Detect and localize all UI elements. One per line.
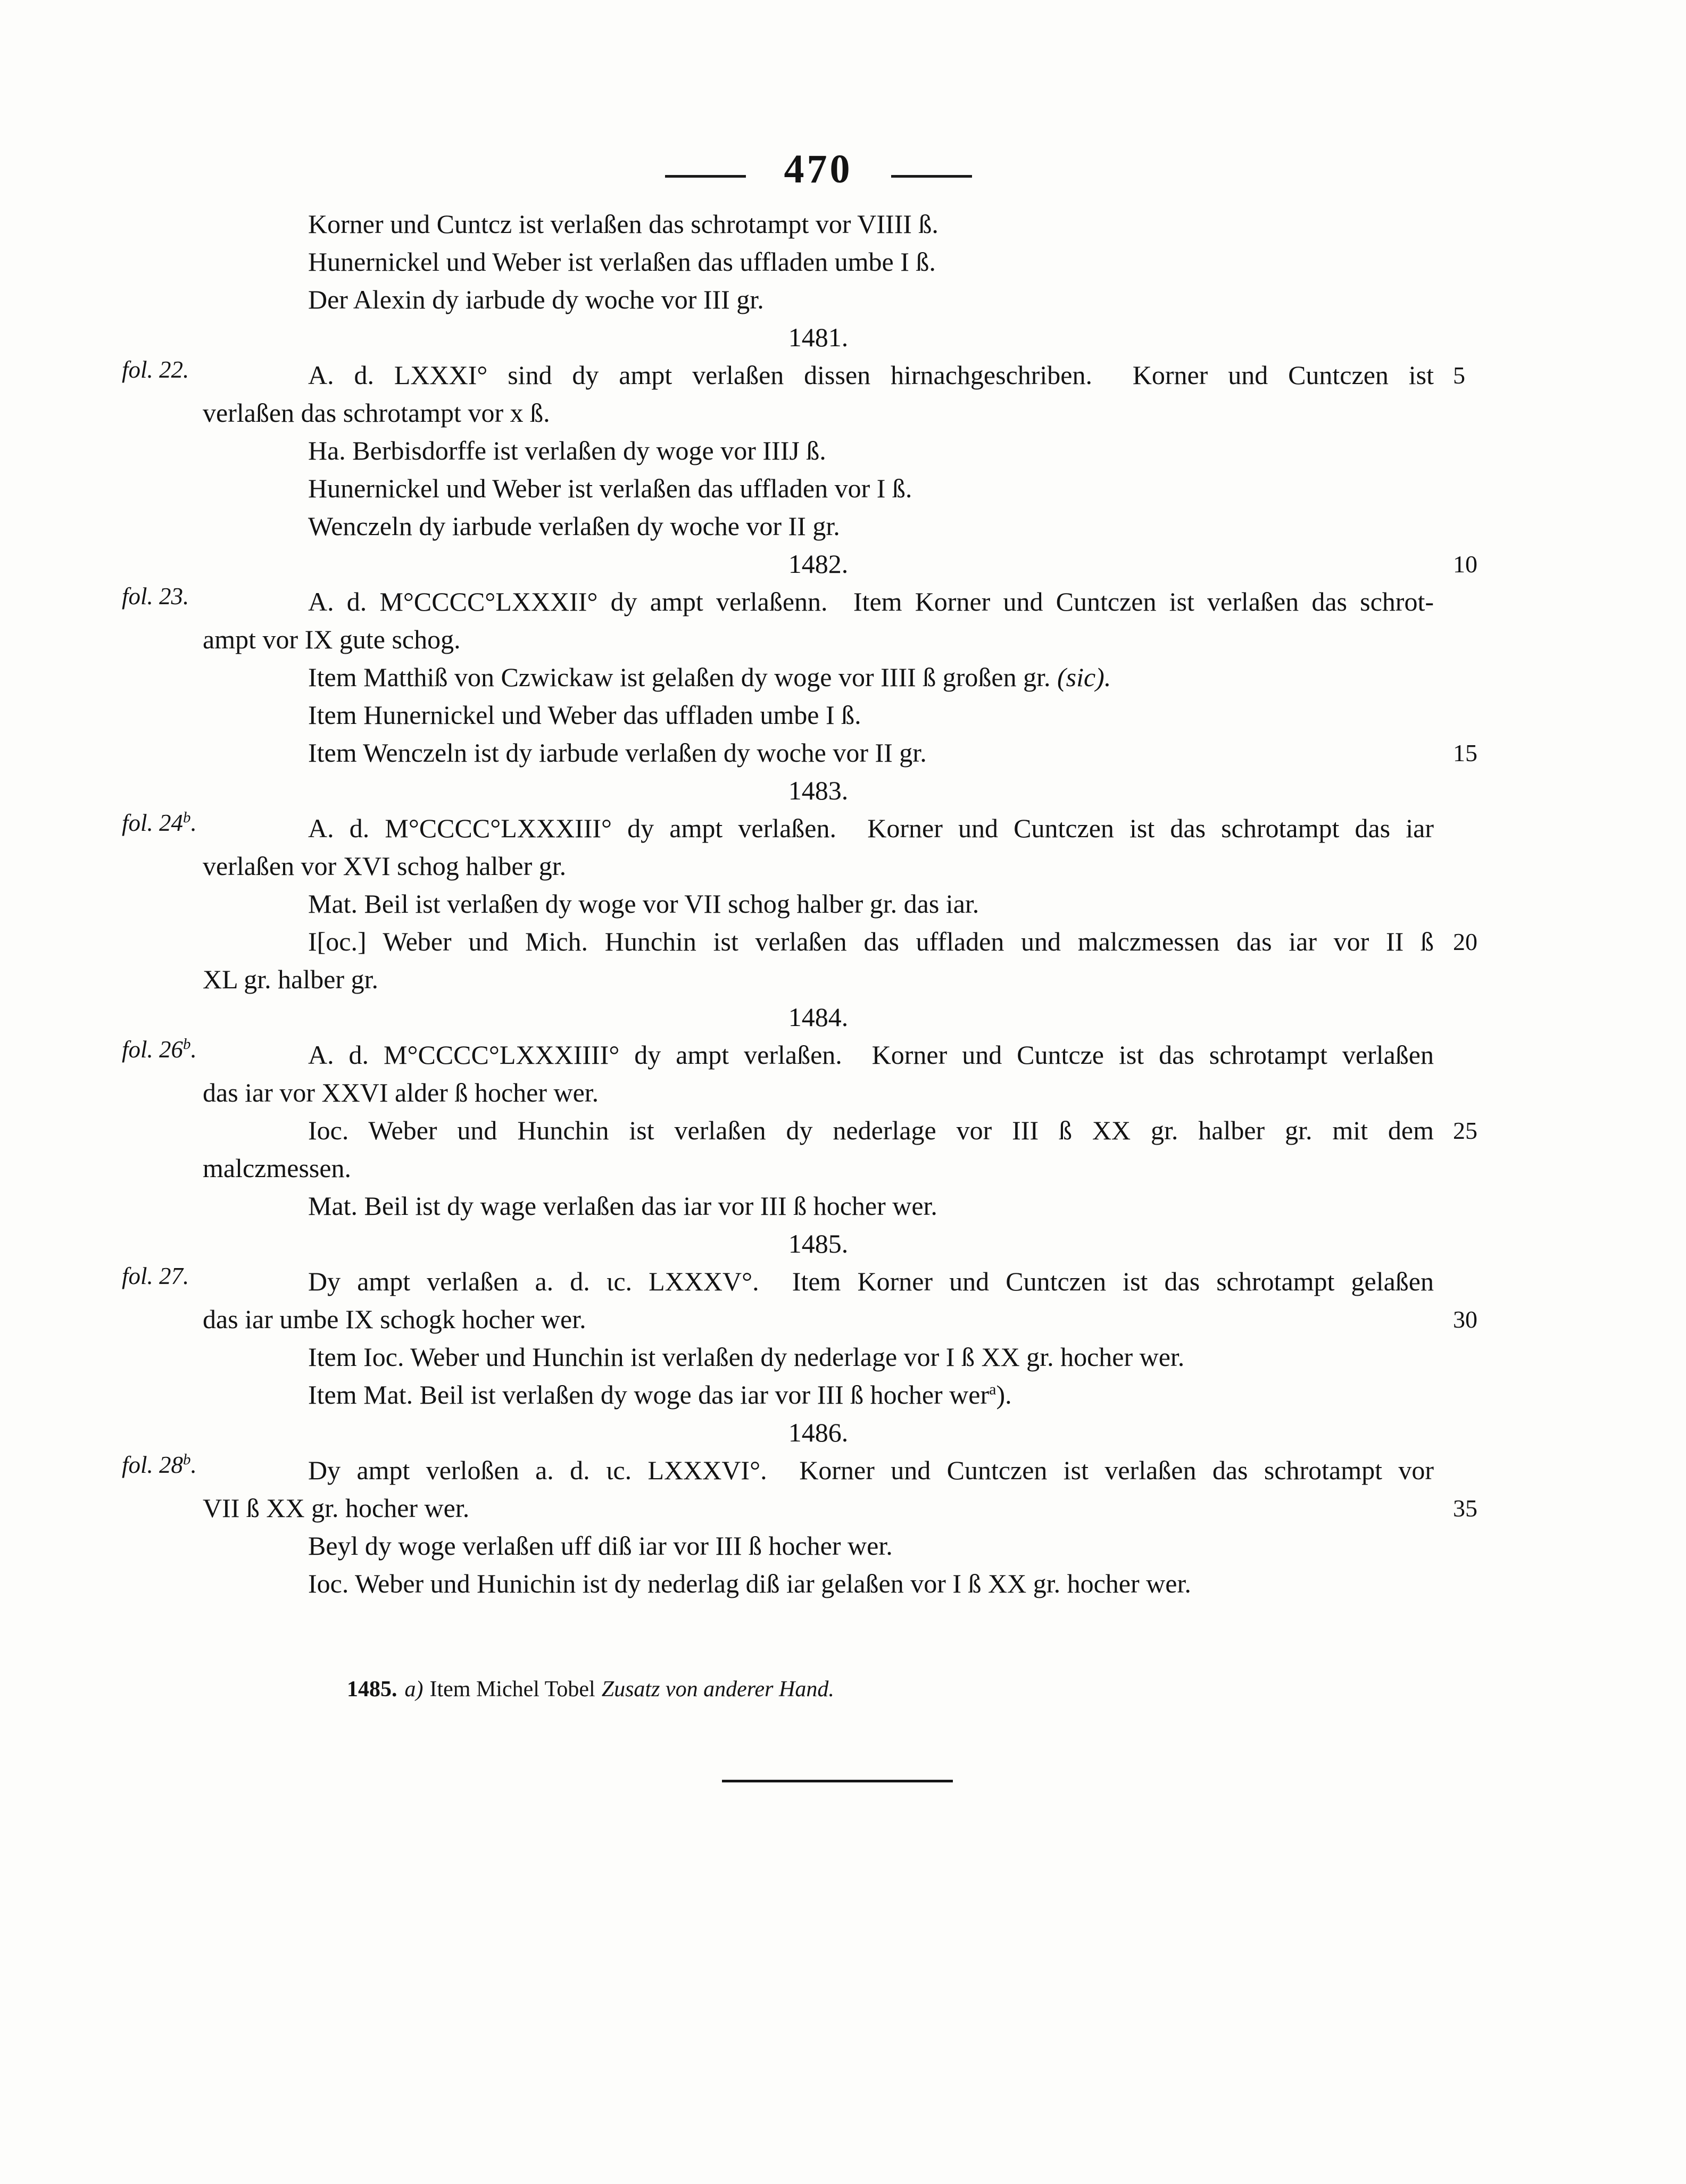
line-text: das iar vor XXVI alder ß hocher wer. [203, 1078, 599, 1107]
line-text: Hunernickel und Weber ist verlaßen das uffladen umbe I ß. [308, 247, 936, 277]
year-heading [203, 998, 1434, 1036]
line-number: 5 [1453, 362, 1465, 389]
text-line [203, 1527, 1434, 1565]
page-number: 470 [784, 147, 853, 191]
folio-superscript: b [183, 1036, 191, 1053]
line-text: das iar umbe IX schogk hocher wer. [203, 1304, 586, 1334]
folio-text: fol. 22. [122, 356, 189, 383]
footnote-letter: a) [404, 1677, 423, 1702]
line-text: Mat. Beil ist verlaßen dy woge vor VII schog halber gr. das iar. [308, 889, 979, 919]
folio-label [122, 585, 189, 608]
text-line [203, 961, 1434, 998]
line-text: verlaßen vor XVI schog halber gr. [203, 851, 567, 881]
footnote-marker: a [989, 1380, 996, 1398]
folio-text: fol. 23. [122, 583, 189, 610]
line-text: malczmessen. [203, 1153, 352, 1183]
text-line [203, 1338, 1434, 1376]
line-number: 15 [1453, 739, 1477, 766]
text-line [122, 1036, 1434, 1074]
folio-label [122, 1453, 197, 1477]
folio-label [122, 811, 197, 835]
text-line [122, 583, 1434, 621]
year-text: 1483. [788, 776, 849, 805]
footnote-note: Zusatz von anderer Hand. [601, 1677, 834, 1702]
year-heading [203, 1225, 1434, 1263]
line-text: Item Mat. Beil ist verlaßen dy woge das iar vor III ß hocher wer [308, 1380, 990, 1410]
page-header [203, 148, 1434, 190]
line-text: Mat. Beil ist dy wage verlaßen das iar vor III ß hocher wer. [308, 1191, 937, 1221]
text-line [203, 621, 1434, 658]
folio-label [122, 358, 189, 382]
folio-superscript: b [183, 1451, 191, 1468]
footnote-entry-number: 1485. [347, 1677, 397, 1702]
text-line [203, 658, 1434, 696]
folio-period: . [190, 1452, 197, 1478]
footnote-text: Item Michel Tobel [429, 1677, 595, 1702]
year-heading [203, 772, 1434, 810]
sic-marker: (sic). [1057, 662, 1111, 692]
folio-text: fol. 27. [122, 1263, 189, 1289]
folio-period: . [190, 1036, 197, 1063]
year-heading [203, 319, 1434, 356]
year-text: 1486. [788, 1418, 849, 1447]
footnote [325, 1648, 834, 1731]
line-text: A. d. LXXXI° sind dy ampt verlaßen dissen hirnachgeschriben. Korner und Cuntczen ist [308, 360, 1434, 390]
end-divider-rule [722, 1780, 953, 1782]
line-text: Hunernickel und Weber ist verlaßen das uffladen vor I ß. [308, 473, 912, 503]
folio-text: fol. 28 [122, 1452, 184, 1478]
line-text: Wenczeln dy iarbude verlaßen dy woche vor II gr. [308, 511, 840, 541]
text-line [203, 281, 1434, 319]
year-heading [203, 1414, 1434, 1452]
page-body [122, 205, 1477, 1603]
line-text: I[oc.] Weber und Mich. Hunchin ist verlaßen das uffladen und malczmessen das iar vor II ß [308, 927, 1434, 956]
text-line [203, 1187, 1434, 1225]
line-text: verlaßen das schrotampt vor x ß. [203, 398, 550, 428]
text-line [203, 205, 1434, 243]
year-text: 1481. [788, 322, 849, 352]
header-rule-left [665, 175, 746, 178]
text-line [122, 809, 1434, 847]
folio-label [122, 1264, 189, 1288]
year-text: 1484. [788, 1002, 849, 1032]
header-rule-right [891, 175, 972, 178]
text-line [203, 470, 1434, 507]
text-line [203, 734, 1477, 772]
text-line [203, 432, 1434, 470]
line-text: Der Alexin dy iarbude dy woche vor III gr. [308, 285, 764, 314]
line-text: Item Wenczeln ist dy iarbude verlaßen dy woche vor II gr. [308, 738, 927, 768]
line-text: Beyl dy woge verlaßen uff diß iar vor III ß hocher wer. [308, 1531, 893, 1561]
text-line [203, 1301, 1477, 1338]
text-line [203, 1149, 1434, 1187]
line-text: A. d. M°CCCC°LXXXIIII° dy ampt verlaßen. Korner und Cuntcze ist das schrotampt verlaßen [308, 1040, 1434, 1070]
text-line [203, 1376, 1434, 1414]
text-line [203, 1565, 1434, 1603]
line-text: A. d. M°CCCC°LXXXIII° dy ampt verlaßen. Korner und Cuntczen ist das schrotampt das iar [308, 813, 1434, 843]
text-line [122, 1263, 1434, 1301]
year-text: 1485. [788, 1229, 849, 1258]
text-line [122, 1451, 1434, 1489]
text-line [203, 847, 1434, 885]
line-number: 35 [1453, 1495, 1477, 1522]
line-text: Ioc. Weber und Hunichin ist dy nederlag diß iar gelaßen vor I ß XX gr. hocher wer. [308, 1569, 1191, 1598]
year-heading [203, 545, 1477, 583]
line-text: Item Matthiß von Czwickaw ist gelaßen dy woge vor IIII ß großen gr. [308, 662, 1057, 692]
text-line [203, 696, 1434, 734]
text-line [203, 1489, 1477, 1527]
text-line [122, 356, 1465, 394]
text-line [203, 394, 1434, 432]
folio-label [122, 1038, 197, 1062]
line-text: Ha. Berbisdorffe ist verlaßen dy woge vor IIIJ ß. [308, 436, 826, 465]
text-line [203, 243, 1434, 281]
line-number: 25 [1453, 1117, 1477, 1144]
year-text: 1482. [788, 549, 849, 579]
line-text: ampt vor IX gute schog. [203, 624, 461, 654]
text-line [203, 1074, 1434, 1112]
line-text: Ioc. Weber und Hunchin ist verlaßen dy nederlage vor III ß XX gr. halber gr. mit dem [308, 1115, 1434, 1145]
line-text: VII ß XX gr. hocher wer. [203, 1493, 470, 1523]
text-line [203, 923, 1477, 961]
text-line [203, 885, 1434, 923]
folio-text: fol. 26 [122, 1036, 184, 1063]
line-text: Item Hunernickel und Weber das uffladen umbe I ß. [308, 700, 861, 730]
text-line [203, 507, 1434, 545]
line-text: Item Ioc. Weber und Hunchin ist verlaßen dy nederlage vor I ß XX gr. hocher wer. [308, 1342, 1185, 1372]
line-text-after: ). [996, 1380, 1012, 1410]
line-number: 30 [1453, 1306, 1477, 1333]
text-line [203, 1112, 1477, 1149]
line-number: 20 [1453, 928, 1477, 955]
line-text: Korner und Cuntcz ist verlaßen das schrotampt vor VIIII ß. [308, 209, 938, 239]
line-text: A. d. M°CCCC°LXXXII° dy ampt verlaßenn. Item Korner und Cuntczen ist verlaßen das schrot- [308, 587, 1434, 616]
folio-text: fol. 24 [122, 810, 184, 836]
line-text: Dy ampt verlaßen a. d. ɩc. LXXXV°. Item Korner und Cuntczen ist das schrotampt gelaßen [308, 1266, 1434, 1296]
folio-period: . [190, 810, 197, 836]
line-number: 10 [1453, 551, 1477, 578]
folio-superscript: b [183, 809, 191, 826]
line-text: XL gr. halber gr. [203, 964, 379, 994]
line-text: Dy ampt verloßen a. d. ɩc. LXXXVI°. Korner und Cuntczen ist verlaßen das schrotampt vor [308, 1455, 1434, 1485]
